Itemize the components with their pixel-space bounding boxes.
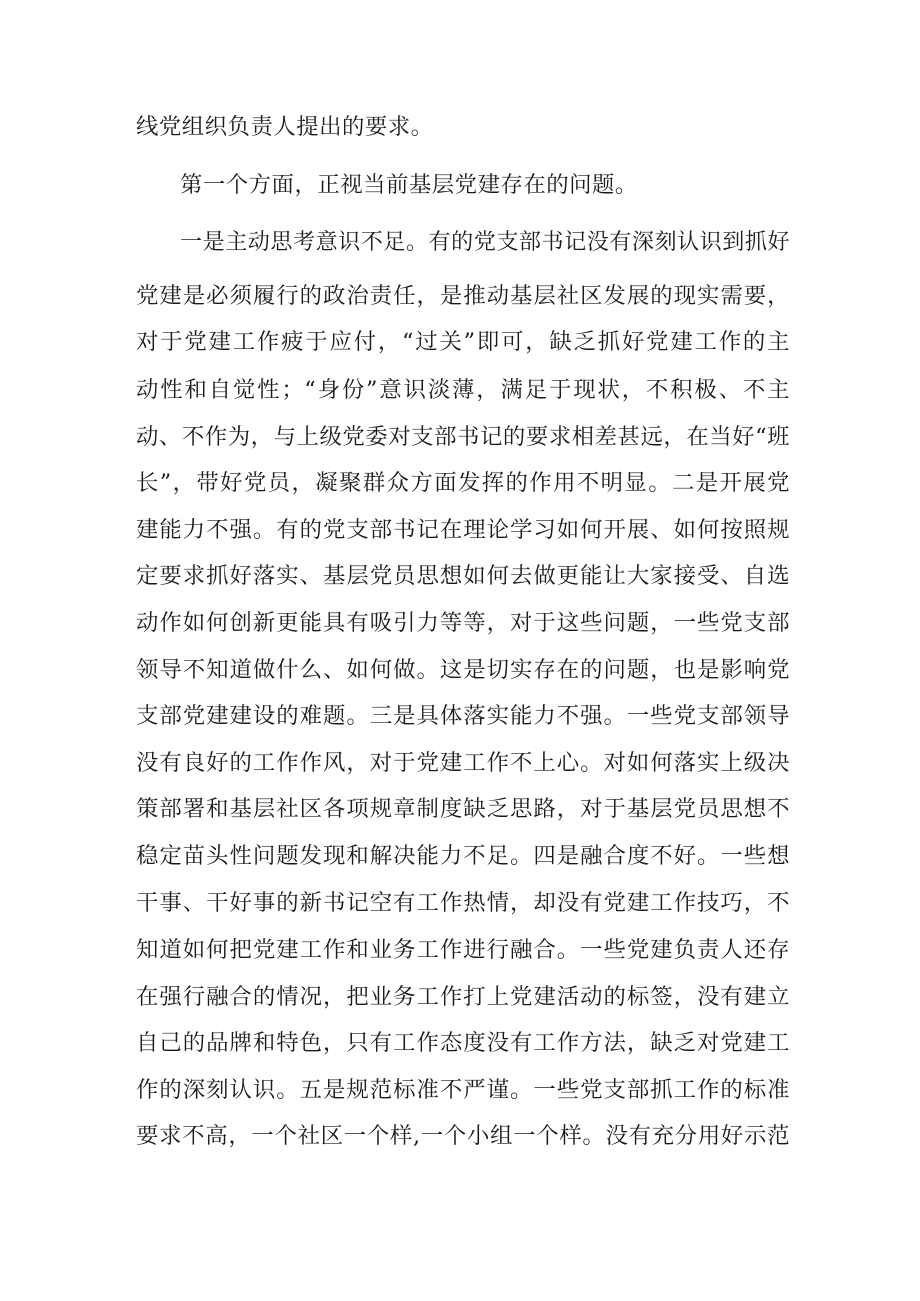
- text-line-13: 支部党建建设的难题。三是具体落实能力不强。一些党支部领导: [136, 703, 790, 729]
- text-line-17: 干事、干好事的新书记空有工作热情，却没有党建工作技巧，不: [136, 890, 790, 916]
- text-line-20: 自己的品牌和特色，只有工作态度没有工作方法，缺乏对党建工: [136, 1030, 790, 1056]
- text-line-14: 没有良好的工作作风，对于党建工作不上心。对如何落实上级决: [136, 750, 790, 776]
- text-line-15: 策部署和基层社区各项规章制度缺乏思路，对于基层党员思想不: [136, 796, 790, 822]
- text-line-22: 要求不高，一个社区一个样,一个小组一个样。没有充分用好示范: [136, 1123, 790, 1149]
- text-line-21: 作的深刻认识。五是规范标准不严谨。一些党支部抓工作的标准: [136, 1077, 790, 1103]
- section-heading: 第一个方面，正视当前基层党建存在的问题。: [180, 172, 638, 198]
- text-line-5: 对于党建工作疲于应付，“过关”即可，缺乏抓好党建工作的主: [136, 329, 790, 355]
- text-line-16: 稳定苗头性问题发现和解决能力不足。四是融合度不好。一些想: [136, 843, 790, 869]
- text-line-7: 动、不作为，与上级党委对支部书记的要求相差甚远，在当好“班: [136, 424, 790, 450]
- text-line-18: 知道如何把党建工作和业务工作进行融合。一些党建负责人还存: [136, 937, 790, 963]
- text-line-19: 在强行融合的情况，把业务工作打上党建活动的标签，没有建立: [136, 984, 790, 1010]
- text-line-9: 建能力不强。有的党支部书记在理论学习如何开展、如何按照规: [136, 517, 790, 543]
- text-line-3: 一是主动思考意识不足。有的党支部书记没有深刻认识到抓好: [180, 229, 791, 255]
- text-line-10: 定要求抓好落实、基层党员思想如何去做更能让大家接受、自选: [136, 563, 790, 589]
- text-line-6: 动性和自觉性；“身份”意识淡薄，满足于现状，不积极、不主: [136, 377, 790, 403]
- text-line-4: 党建是必须履行的政治责任，是推动基层社区发展的现实需要，: [136, 283, 790, 309]
- text-line-11: 动作如何创新更能具有吸引力等等，对于这些问题，一些党支部: [136, 610, 790, 636]
- text-line-1: 线党组织负责人提出的要求。: [136, 114, 434, 140]
- text-line-12: 领导不知道做什么、如何做。这是切实存在的问题，也是影响党: [136, 657, 790, 683]
- text-line-8: 长”，带好党员，凝聚群众方面发挥的作用不明显。二是开展党: [136, 470, 790, 496]
